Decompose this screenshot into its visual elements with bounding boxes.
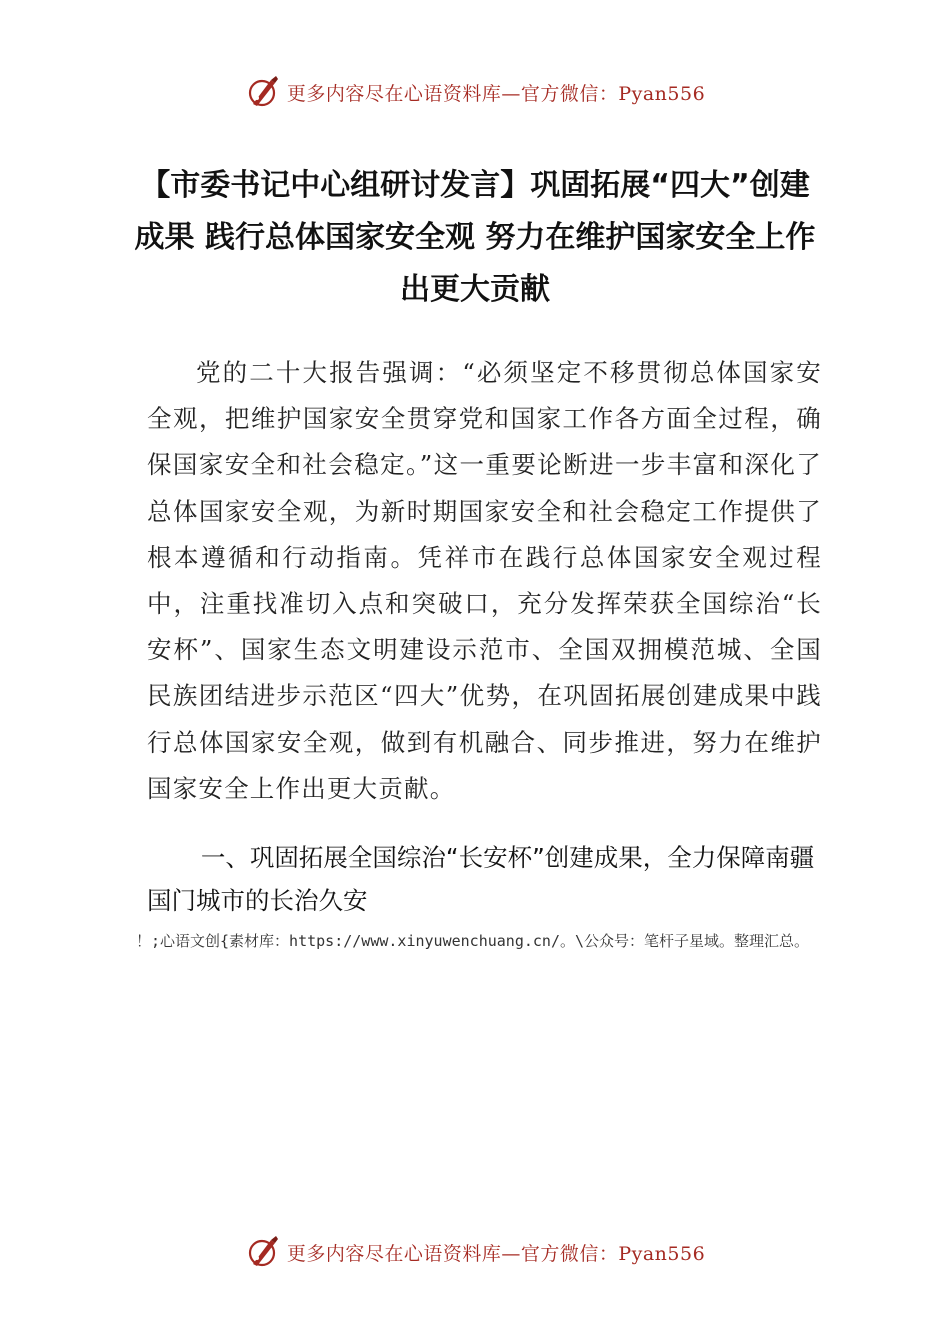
banner-text: 更多内容尽在心语资料库—官方微信：Pyan556	[286, 1242, 706, 1265]
source-note: ！;心语文创{素材库：https://www.xinyuwenchuang.cn/。\公众号：笔杆子星域。整理汇总。	[136, 932, 810, 950]
pen-logo-icon	[245, 74, 281, 110]
footer-banner	[0, 1232, 950, 1272]
pen-logo-icon	[245, 1234, 281, 1270]
section-heading: 一、巩固拓展全国综治“长安杯”创建成果，全力保障南疆国门城市的长治久安	[147, 843, 815, 915]
banner-text: 更多内容尽在心语资料库—官方微信：Pyan556	[286, 82, 706, 105]
header-banner	[0, 72, 950, 112]
intro-paragraph: 党的二十大报告强调：“必须坚定不移贯彻总体国家安全观，把维护国家安全贯穿党和国家工作各方面全过程，确保国家安全和社会稳定。”这一重要论断进一步丰富和深化了总体国家安全观，为新时期国家安全和社会稳定工作提供了根本遵循和行动指南。凭祥市在践行总体国家安全观过程中，注重找准切入点和突破口，充分发挥荣获全国综治“长安杯”、国家生态文明建设示范市、全国双拥模范城、全国民族团结进步示范区“四大”优势，在巩固拓展创建成果中践行总体国家安全观，做到有机融合、同步推进，努力在维护国家安全上作出更大贡献。	[147, 358, 822, 803]
document-title: 【市委书记中心组研讨发言】巩固拓展“四大”创建成果 践行总体国家安全观 努力在维护国家安全上作出更大贡献	[134, 168, 816, 307]
